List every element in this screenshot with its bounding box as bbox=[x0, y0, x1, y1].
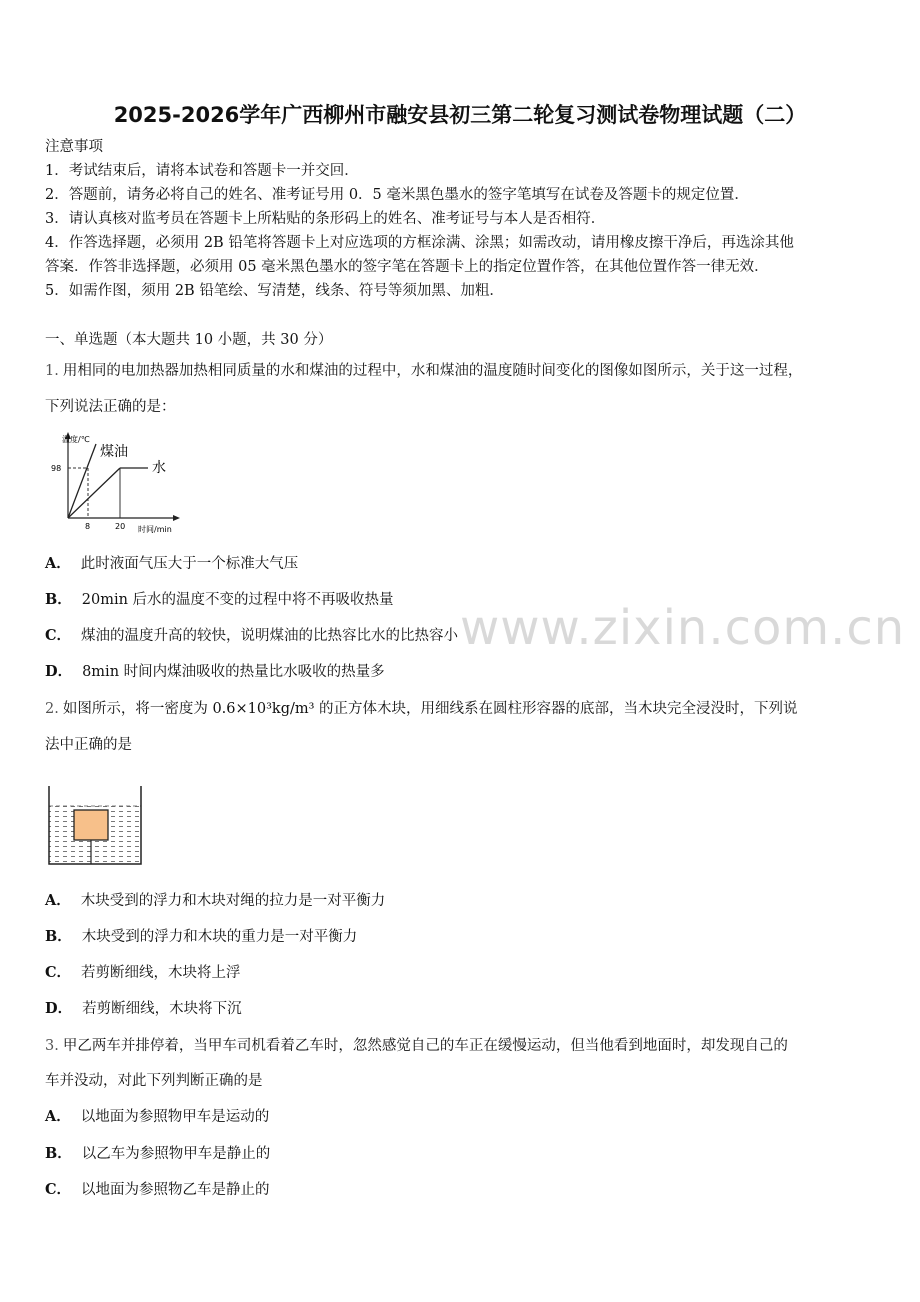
option-label: A． bbox=[45, 1108, 71, 1125]
notice-item: 1．考试结束后，请将本试卷和答题卡一并交回． bbox=[45, 163, 359, 179]
option-text: 20min 后水的温度不变的过程中将不再吸收热量 bbox=[81, 592, 394, 608]
notice-item: 2．答题前，请务必将自己的姓名、准考证号用 0．5 毫米黑色墨水的签字笔填写在试卷及答题卡的规定位置． bbox=[45, 187, 749, 203]
question-text: 甲乙两车并排停着，当甲车司机看着乙车时，忽然感觉自己的车正在缓慢运动，但当他看到地面时，却发现自己的 bbox=[62, 1038, 788, 1054]
kerosene-label: 煤油 bbox=[100, 444, 128, 460]
question-3-stem bbox=[45, 1037, 788, 1055]
question-number: 2. bbox=[45, 701, 59, 717]
q1-option-a bbox=[45, 555, 298, 573]
option-text: 若剪断细线，木块将上浮 bbox=[81, 965, 241, 981]
question-number: 3. bbox=[45, 1038, 59, 1054]
x-axis-label: 时间/min bbox=[138, 525, 172, 534]
q3-option-c bbox=[45, 1181, 270, 1199]
notice-item: 3．请认真核对监考员在答题卡上所粘贴的条形码上的姓名、准考证号与本人是否相符． bbox=[45, 211, 606, 227]
option-label: C． bbox=[45, 964, 72, 981]
x-tick-8: 8 bbox=[85, 522, 91, 531]
option-text: 以地面为参照物甲车是运动的 bbox=[80, 1109, 270, 1125]
question-1-stem bbox=[45, 362, 802, 380]
water-label: 水 bbox=[152, 460, 166, 476]
q2-option-b bbox=[45, 928, 357, 946]
wood-block bbox=[74, 810, 108, 840]
x-axis-arrow bbox=[173, 515, 180, 521]
question-3-stem-cont: 车并没动，对此下列判断正确的是 bbox=[45, 1073, 263, 1089]
option-label: A． bbox=[45, 555, 71, 572]
question-text: 用相同的电加热器加热相同质量的水和煤油的过程中，水和煤油的温度随时间变化的图像如图所示，关于这一过程， bbox=[62, 363, 803, 379]
option-text: 煤油的温度升高的较快，说明煤油的比热容比水的比热容小 bbox=[81, 628, 459, 644]
watermark: www.zixin.com.cn bbox=[460, 600, 906, 656]
q1-option-c bbox=[45, 627, 458, 645]
kerosene-line bbox=[68, 444, 96, 518]
q3-option-b bbox=[45, 1145, 270, 1163]
q2-option-a bbox=[45, 892, 385, 910]
option-label: A． bbox=[45, 892, 71, 909]
notice-item: 4．作答选择题，必须用 2B 铅笔将答题卡上对应选项的方框涂满、涂黑；如需改动，请用橡皮擦干净后，再选涂其他 bbox=[45, 235, 794, 251]
notice-item: 5．如需作图，须用 2B 铅笔绘、写清楚，线条、符号等须加黑、加粗． bbox=[45, 283, 504, 299]
question-1-stem-cont: 下列说法正确的是： bbox=[45, 399, 176, 415]
water-line-rise bbox=[68, 468, 120, 518]
q3-option-a bbox=[45, 1108, 269, 1126]
option-label: B． bbox=[45, 928, 72, 945]
option-text: 此时液面气压大于一个标准大气压 bbox=[80, 556, 299, 572]
option-text: 8min 时间内煤油吸收的热量比水吸收的热量多 bbox=[82, 664, 385, 680]
option-label: C． bbox=[45, 627, 72, 644]
option-text: 木块受到的浮力和木块对绳的拉力是一对平衡力 bbox=[80, 893, 386, 909]
q1-option-d bbox=[45, 663, 385, 681]
option-label: D． bbox=[45, 663, 73, 680]
option-label: C． bbox=[45, 1181, 72, 1198]
notice-item: 答案．作答非选择题，必须用 05 毫米黑色墨水的签字笔在答题卡上的指定位置作答，在其他位置作答一律无效． bbox=[45, 259, 769, 275]
question-number: 1. bbox=[45, 363, 59, 379]
option-label: D． bbox=[45, 1000, 73, 1017]
q2-option-d bbox=[45, 1000, 242, 1018]
q1-option-b bbox=[45, 591, 394, 609]
section-heading: 一、单选题（本大题共 10 小题，共 30 分） bbox=[45, 332, 333, 348]
option-label: B． bbox=[45, 591, 72, 608]
x-tick-20: 20 bbox=[115, 522, 126, 531]
temperature-time-graph bbox=[48, 430, 188, 536]
container-block-figure bbox=[46, 784, 146, 868]
question-2-stem bbox=[45, 700, 798, 718]
q2-option-c bbox=[45, 964, 241, 982]
option-text: 以地面为参照物乙车是静止的 bbox=[81, 1182, 270, 1198]
question-2-stem-cont: 法中正确的是 bbox=[45, 737, 132, 753]
option-text: 木块受到的浮力和木块的重力是一对平衡力 bbox=[81, 929, 358, 945]
notice-heading: 注意事项 bbox=[45, 139, 103, 155]
option-text: 若剪断细线，木块将下沉 bbox=[82, 1001, 242, 1017]
page-title: 2025-2026学年广西柳州市融安县初三第二轮复习测试卷物理试题（二） bbox=[113, 103, 807, 127]
y-axis-label: 温度/℃ bbox=[62, 435, 90, 444]
option-label: B． bbox=[45, 1145, 72, 1162]
y-tick-98: 98 bbox=[51, 464, 62, 473]
question-text: 如图所示，将一密度为 0.6×10³kg/m³ 的正方体木块，用细线系在圆柱形容器的底部，当木块完全浸没时，下列说 bbox=[62, 701, 798, 717]
option-text: 以乙车为参照物甲车是静止的 bbox=[81, 1146, 271, 1162]
